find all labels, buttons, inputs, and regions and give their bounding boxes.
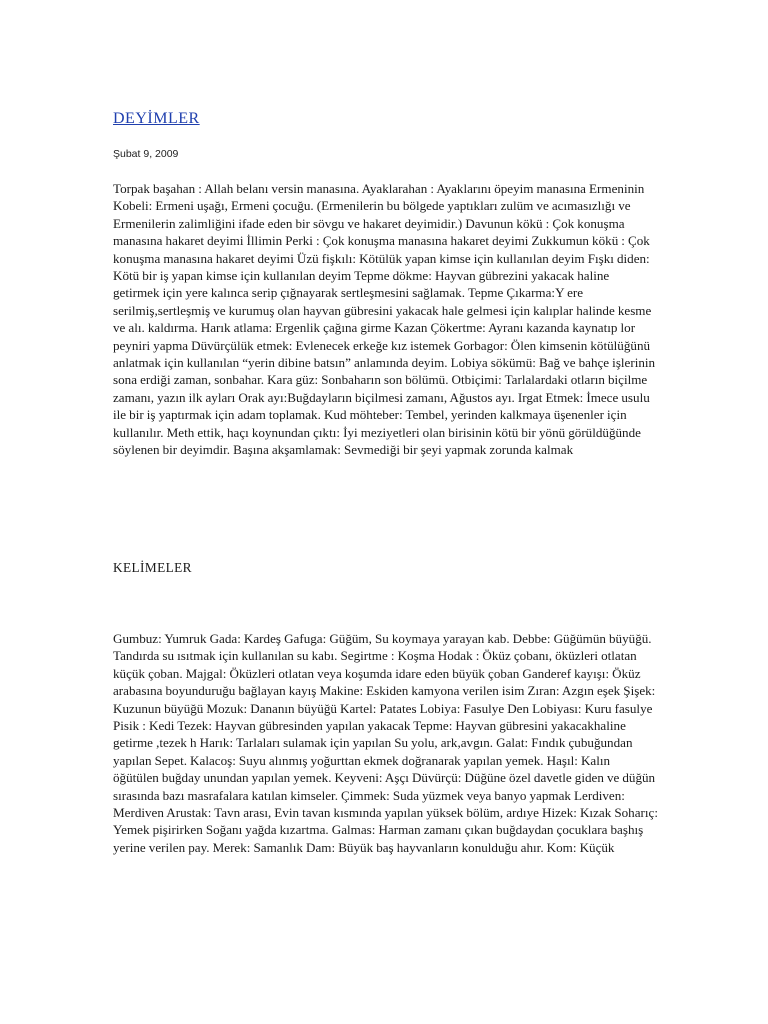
kelimeler-paragraph: Gumbuz: Yumruk Gada: Kardeş Gafuga: Güğüm, Su koymaya yarayan kab. Debbe: Güğümün büyüğü. Tandırda su ısıtmak için kullanılan su kabı. Segirtme : Koşma Hodak : Öküz çobanı, öküzleri otlatan küçük çoban. Majgal: Öküzleri otlatan veya koşumda idare eden büyük çoban Ganderef kayışı: Öküz arabasına boyunduruğu bağlayan kayış Makine: Eskiden kamyona verilen isim Zıran: Azgın eşek Şişek: Kuzunun büyüğü Mozuk: Dananın büyüğü Kartel: Patates Lobiya: Fasulye Den Lobiyası: Kuru fasulye Pisik : Kedi Tezek: Hayvan gübresinden yapılan yakacak Tepme: Hayvan gübresini yakacakhaline getirme ,tezek h Harık: Tarlaları sulamak için yapılan Su yolu, ark,avgın. Galat: Fındık çubuğundan yapılan Sepet. Kalacoş: Suyu alınmış yoğurttan ekmek doğranarak yapılan yemek. Haşıl: Kalın öğütülen buğday unundan yapılan yemek. Keyveni: Aşçı Düvürçü: Düğüne özel davetle giden ve düğün sırasında bazı masrafalara katılan kimseler. Çimmek: Suda yüzmek veya banyo yapmak Lerdiven: Merdiven Arustak: Tavn arası, Evin tavan kısmında yapılan yüksek bölüm, ardıye Hizek: Kızak Soharıç: Yemek pişirirken Soğanı yağda kızartma. Galmas: Harman zamanı çıkan buğdaydan çocuklara başhış yerine verilen pay. Merek: Samanlık Dam: Büyük baş hayvanların konulduğu ahır. Kom: Küçük	[113, 631, 658, 855]
kelimeler-heading: KELİMELER	[113, 560, 192, 575]
post-title-link[interactable]: DEYİMLER	[113, 110, 200, 127]
deyimler-paragraph: Torpak başahan : Allah belanı versin manasına. Ayaklarahan : Ayaklarını öpeyim manasına Ermeninin Kobeli: Ermeni uşağı, Ermeni çocuğu. (Ermenilerin bu bölgede yaptıkları zulüm ve acımasızlığı ve Ermenilerin zalimliğini ifade eden bir sövgu ve hakaret deyimidir.) Davunun kökü : Çok konuşma manasına hakaret deyimi İllimin Perki : Çok konuşma manasına hakaret deyimi Zukkumun kökü : Çok konuşma manasına hakaret deyimi Üzü fişkılı: Kötülük yapan kimse için kullanılan deyim Fışkı diden: Kötü bir iş yapan kimse için kullanılan deyim Tepme dökme: Hayvan gübrezini yakacak haline getirmek için yere kalınca serip çığnayarak sertleşmesini sağlamak. Tepme Çıkarma:Y ere serilmiş,sertleşmiş ve kurumuş olan hayvan gübresini yakacak hale gelmesi için kalıplar halinde kesme ve alı. kaldırma. Harık atlama: Ergenlik çağına girme Kazan Çökertme: Ayranı kazanda kaynatıp lor peyniri yapma Düvürçülük etmek: Evlenecek erkeğe kız istemek Gorbagor: Ölen kimsenin kötülüğünü anlatmak için kullanılan “yerin dibine batsın” anlamında deyim. Lobiya sökümü: Bağ ve bahçe işlerinin sona erdiği zaman, sonbahar. Kara güz: Sonbaharın son bölümü. Otbiçimi: Tarlalardaki otların biçilme zamanı, yazın ilk ayları Orak ayı:Buğdayların biçilmesi zamanı, Ağustos ayı. Irgat Etmek: İmece usulu ile bir iş yaptırmak için adam toplamak. Kud möhteber: Tembel, yerinden kalkmaya üşenenler için kullanılır. Meth ettik, haçı koynundan çıktı: İyi meziyetleri olan birisinin kötü bir yönü görüldüğünde söylenen bir deyimdir. Başına akşamlamak: Sevmediği bir şeyi yapmak zorunda kalmak	[113, 181, 656, 458]
post-date: Şubat 9, 2009	[113, 148, 179, 160]
